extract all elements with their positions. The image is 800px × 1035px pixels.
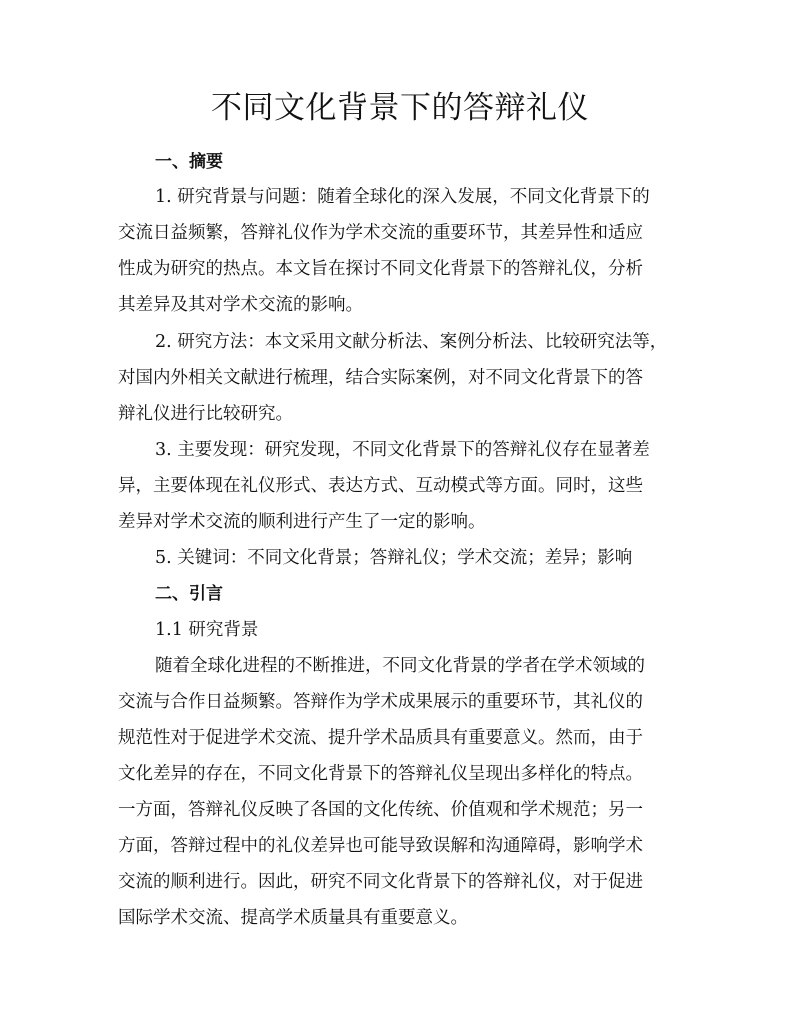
paragraph-line: 2. 研究方法：本文采用文献分析法、案例分析法、比较研究法等， <box>155 332 668 352</box>
paragraph-line: 国际学术交流、提高学术质量具有重要意义。 <box>118 908 468 928</box>
document-title: 不同文化背景下的答辩礼仪 <box>211 90 589 126</box>
paragraph-line: 异，主要体现在礼仪形式、表达方式、互动模式等方面。同时，这些 <box>118 476 643 496</box>
paragraph-line: 交流日益频繁，答辩礼仪作为学术交流的重要环节，其差异性和适应 <box>118 223 643 243</box>
subsection-heading: 1.1 研究背景 <box>155 620 259 640</box>
paragraph-line: 差异对学术交流的顺利进行产生了一定的影响。 <box>118 512 486 532</box>
section-heading-abstract: 一、摘要 <box>155 152 223 172</box>
paragraph-line: 性成为研究的热点。本文旨在探讨不同文化背景下的答辩礼仪，分析 <box>118 259 643 279</box>
paragraph-line: 一方面，答辩礼仪反映了各国的文化传统、价值观和学术规范；另一 <box>118 800 643 820</box>
paragraph-line: 3. 主要发现：研究发现，不同文化背景下的答辩礼仪存在显著差 <box>155 440 650 460</box>
paragraph-line: 文化差异的存在，不同文化背景下的答辩礼仪呈现出多样化的特点。 <box>118 764 643 784</box>
paragraph-line: 规范性对于促进学术交流、提升学术品质具有重要意义。然而，由于 <box>118 728 643 748</box>
paragraph-line: 对国内外相关文献进行梳理，结合实际案例，对不同文化背景下的答 <box>118 368 643 388</box>
section-heading-intro: 二、引言 <box>155 584 223 604</box>
paragraph-line: 交流与合作日益频繁。答辩作为学术成果展示的重要环节，其礼仪的 <box>118 692 643 712</box>
paragraph-line: 1. 研究背景与问题：随着全球化的深入发展，不同文化背景下的 <box>155 187 650 207</box>
paragraph-line: 随着全球化进程的不断推进，不同文化背景的学者在学术领域的 <box>155 656 645 676</box>
paragraph-line: 方面，答辩过程中的礼仪差异也可能导致误解和沟通障碍，影响学术 <box>118 836 643 856</box>
paragraph-line: 其差异及其对学术交流的影响。 <box>118 295 363 315</box>
paragraph-line: 交流的顺利进行。因此，研究不同文化背景下的答辩礼仪，对于促进 <box>118 872 643 892</box>
keywords-line: 5. 关键词：不同文化背景；答辩礼仪；学术交流；差异；影响 <box>155 548 633 568</box>
paragraph-line: 辩礼仪进行比较研究。 <box>118 404 293 424</box>
